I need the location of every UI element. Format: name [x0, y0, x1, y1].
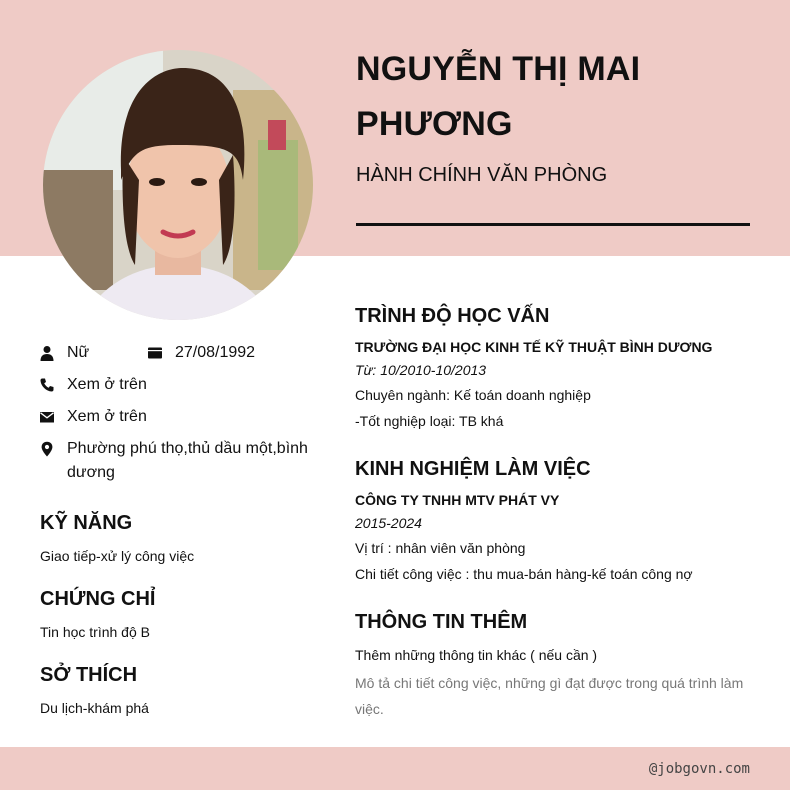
experience-period: 2015-2024 [355, 515, 422, 531]
birthdate-value: 27/08/1992 [175, 344, 256, 361]
experience-position: Vị trí : nhân viên văn phòng [355, 540, 526, 556]
experience-company: CÔNG TY TNHH MTV PHÁT VY [355, 492, 560, 508]
profile-photo [43, 50, 313, 320]
candidate-name: NGUYỄN THỊ MAI PHƯƠNG [356, 50, 641, 143]
phone-icon [39, 377, 55, 393]
hobbies-text: Du lịch-khám phá [40, 700, 149, 716]
certificates-text: Tin học trình độ B [40, 624, 150, 640]
address-value: Phường phú thọ,thủ dầu một,bình dương [67, 440, 308, 481]
education-grade: -Tốt nghiệp loại: TB khá [355, 413, 504, 429]
phone-value: Xem ở trên [67, 376, 147, 393]
job-title: HÀNH CHÍNH VĂN PHÒNG [356, 164, 608, 186]
person-icon [39, 345, 55, 361]
education-period: Từ: 10/2010-10/2013 [355, 362, 487, 378]
gender-value: Nữ [67, 344, 90, 361]
skills-text: Giao tiếp-xử lý công việc [40, 548, 195, 564]
education-title: TRÌNH ĐỘ HỌC VẤN [355, 305, 550, 327]
certificates-title: CHỨNG CHỈ [40, 588, 156, 610]
skills-title: KỸ NĂNG [40, 512, 133, 534]
hobbies-title: SỞ THÍCH [40, 664, 138, 686]
phone-row [39, 373, 147, 397]
gender-row [39, 341, 89, 365]
location-pin-icon [39, 441, 55, 457]
additional-title: THÔNG TIN THÊM [355, 611, 528, 633]
address-row [39, 437, 319, 485]
email-value: Xem ở trên [67, 408, 147, 425]
additional-line1: Thêm những thông tin khác ( nếu cần ) [355, 647, 598, 663]
title-divider [356, 223, 750, 226]
footer-brand: @jobgovn.com [648, 761, 750, 777]
birthdate-row [147, 341, 255, 365]
experience-title: KINH NGHIỆM LÀM VIỆC [355, 458, 591, 480]
calendar-icon [147, 345, 163, 361]
email-icon [39, 409, 55, 425]
education-major: Chuyên ngành: Kế toán doanh nghiệp [355, 387, 591, 403]
additional-description: Mô tả chi tiết công việc, những gì đạt được trong quá trình làm việc. [355, 675, 744, 717]
email-row [39, 405, 147, 429]
education-school: TRƯỜNG ĐẠI HỌC KINH TẾ KỸ THUẬT BÌNH DƯƠNG [355, 339, 713, 355]
experience-details: Chi tiết công việc : thu mua-bán hàng-kế toán công nợ [355, 566, 693, 582]
